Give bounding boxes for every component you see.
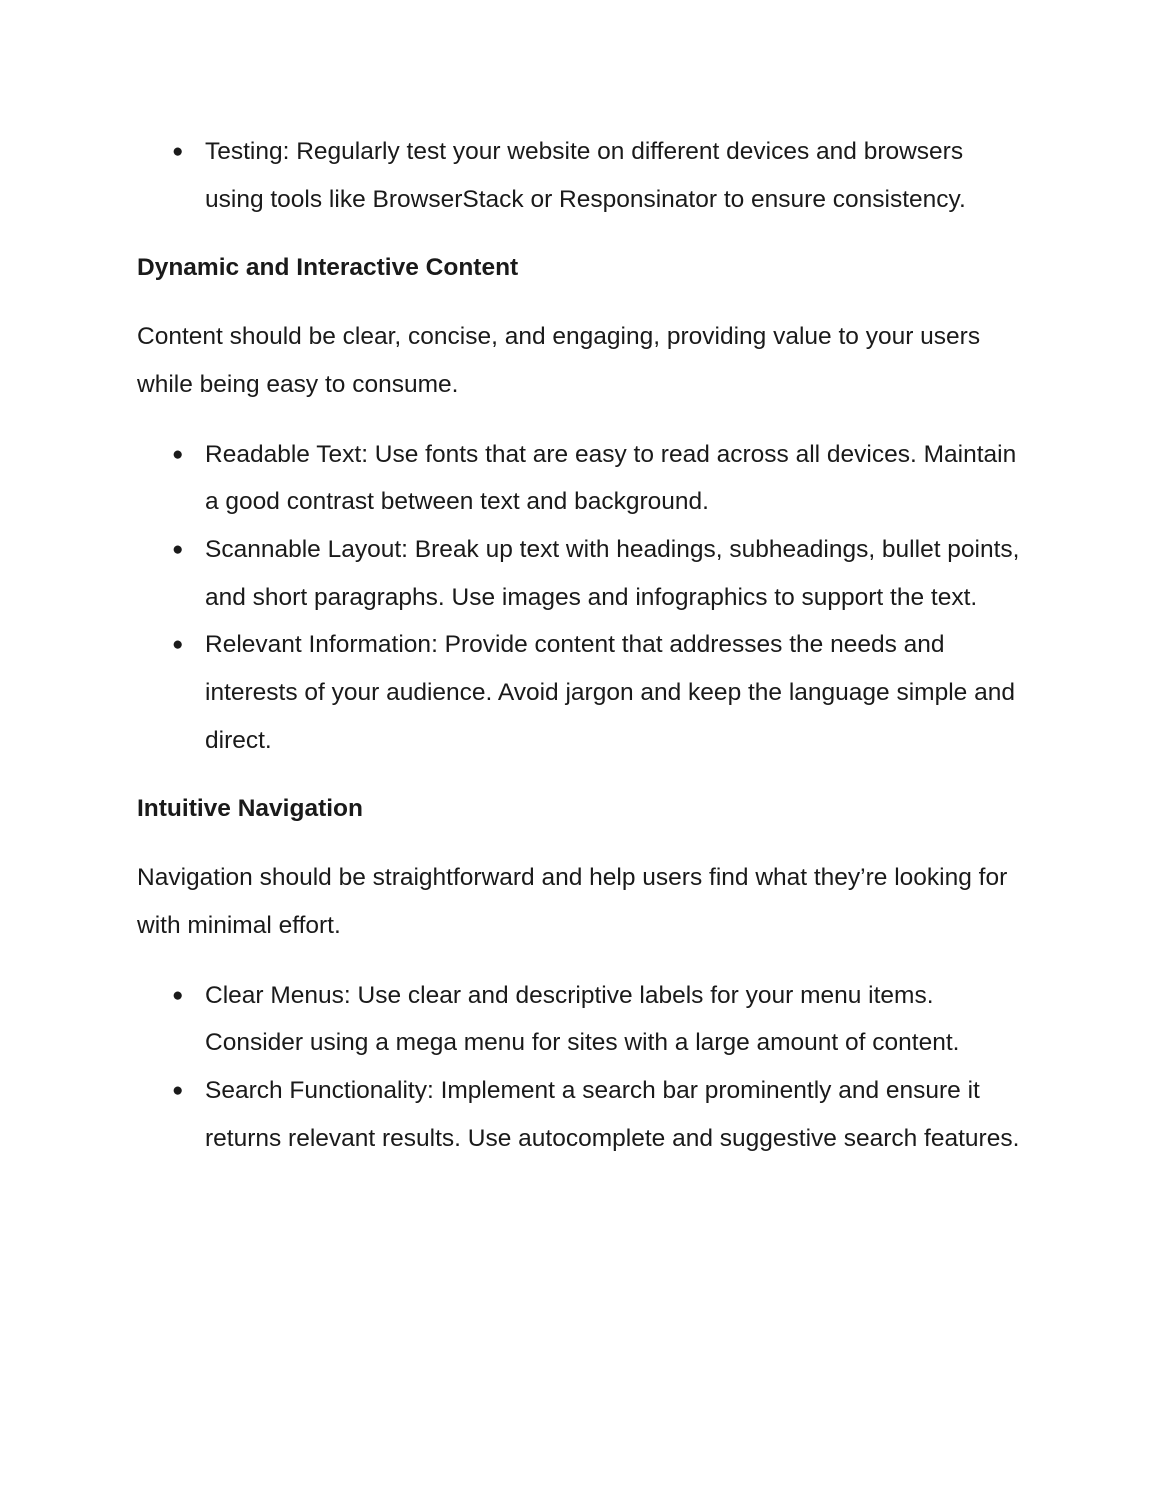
bullet-text: Readable Text: Use fonts that are easy to read across all devices. Maintain a good contrast between text and background. bbox=[205, 440, 1017, 516]
bullet-text: Relevant Information: Provide content that addresses the needs and interests of your audience. Avoid jargon and keep the language simple and direct. bbox=[205, 631, 1015, 754]
section-heading-navigation: Intuitive Navigation bbox=[137, 795, 363, 823]
list-item bbox=[137, 1067, 1027, 1162]
bullet-text: Testing: Regularly test your website on different devices and browsers using tools like BrowserStack or Responsinator to ensure consistency. bbox=[205, 138, 966, 213]
list-item bbox=[137, 972, 1027, 1067]
bullet-icon: ● bbox=[172, 1079, 184, 1101]
bullet-icon: ● bbox=[172, 634, 184, 656]
bullet-icon: ● bbox=[172, 443, 184, 465]
intro-bullet-list bbox=[137, 128, 1027, 223]
bullet-icon: ● bbox=[172, 984, 184, 1006]
bullet-text: Clear Menus: Use clear and descriptive labels for your menu items. Consider using a mega menu for sites with a large amount of content. bbox=[205, 981, 960, 1057]
document-page bbox=[137, 128, 1027, 1162]
navigation-bullet-list bbox=[137, 972, 1027, 1163]
bullet-icon: ● bbox=[172, 141, 184, 162]
section-heading-content: Dynamic and Interactive Content bbox=[137, 254, 519, 282]
list-item bbox=[137, 431, 1027, 526]
section-paragraph-content: Content should be clear, concise, and engaging, providing value to your users while being easy to consume. bbox=[137, 323, 981, 398]
list-item bbox=[137, 526, 1027, 621]
bullet-icon: ● bbox=[172, 538, 184, 560]
section-paragraph-navigation: Navigation should be straightforward and help users find what they’re looking for with minimal effort. bbox=[137, 864, 1008, 939]
list-item bbox=[137, 621, 1027, 764]
list-item bbox=[137, 128, 1027, 223]
content-bullet-list bbox=[137, 431, 1027, 765]
bullet-text: Search Functionality: Implement a search bar prominently and ensure it returns relevant results. Use autocomplete and suggestive search features. bbox=[205, 1076, 1020, 1152]
bullet-text: Scannable Layout: Break up text with headings, subheadings, bullet points, and short paragraphs. Use images and infographics to support the text. bbox=[205, 535, 1020, 611]
